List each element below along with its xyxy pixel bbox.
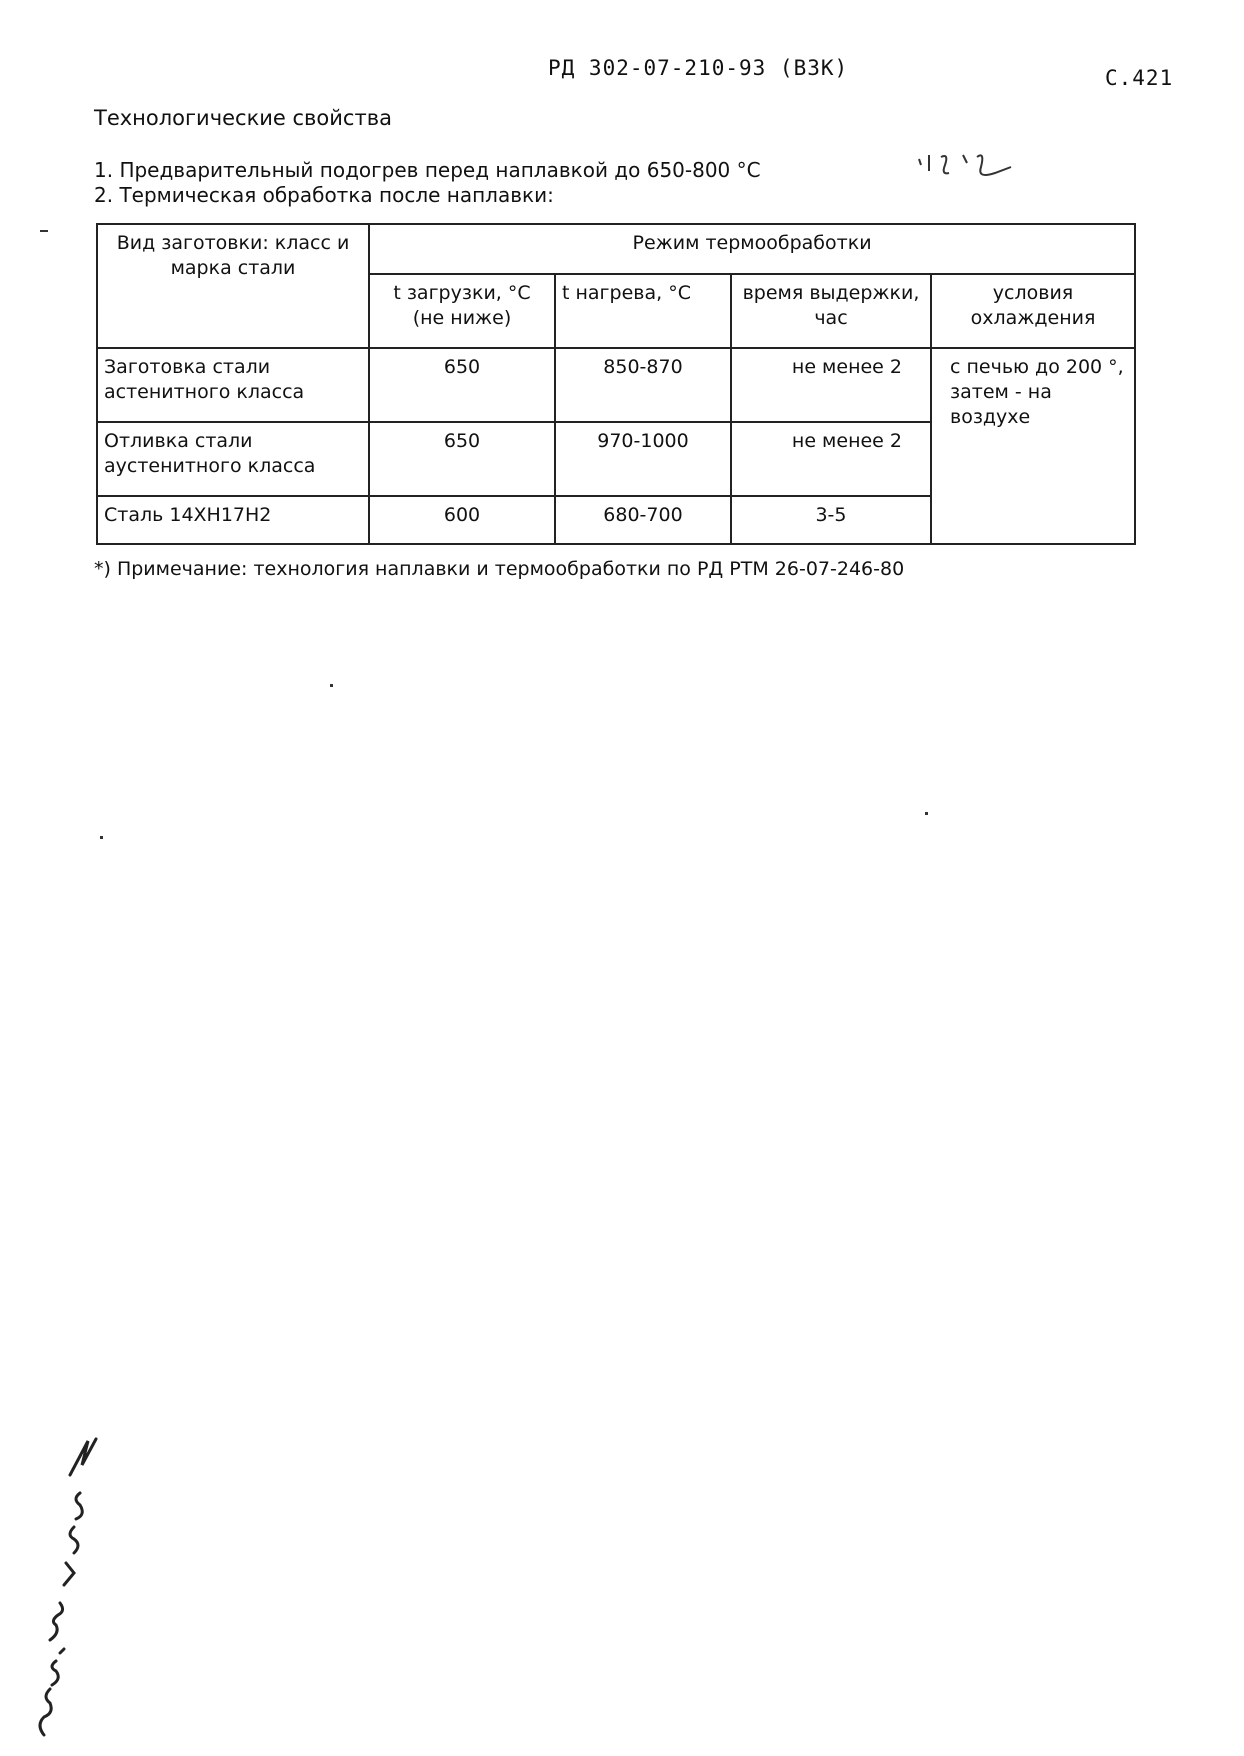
cell-t-heat: 680-700 <box>555 496 731 544</box>
handwritten-mark-icon <box>915 145 1025 195</box>
scan-speck <box>925 812 928 815</box>
list-item-preheat: 1. Предварительный подогрев перед наплавкой до 650-800 °С <box>94 158 761 182</box>
cell-t-load: 650 <box>369 348 555 422</box>
document-code: РД 302-07-210-93 (ВЗК) <box>548 56 849 80</box>
header-t-heat: t нагрева, °С <box>555 274 731 348</box>
header-material: Вид заготовки: класс и марка стали <box>97 224 369 348</box>
scan-speck <box>40 230 48 232</box>
heat-treatment-table <box>96 223 1136 545</box>
cell-t-load: 650 <box>369 422 555 496</box>
cell-material: Заготовка стали астенитного класса <box>97 348 369 422</box>
table-row <box>97 348 1135 422</box>
cell-cooling: с печью до 200 °, затем - на воздухе <box>931 348 1135 544</box>
footnote: *) Примечание: технология наплавки и термообработки по РД РТМ 26-07-246-80 <box>94 558 905 580</box>
section-title: Технологические свойства <box>94 106 392 130</box>
cell-material: Сталь 14ХН17Н2 <box>97 496 369 544</box>
header-t-load: t загрузки, °С (не ниже) <box>369 274 555 348</box>
cell-hold-time: не менее 2 <box>731 348 931 422</box>
scan-speck <box>100 836 103 839</box>
cell-t-load: 600 <box>369 496 555 544</box>
handwritten-signature-icon <box>30 1435 100 1740</box>
header-cooling: условия охлаждения <box>931 274 1135 348</box>
header-heat-mode: Режим термообработки <box>369 224 1135 274</box>
cell-t-heat: 850-870 <box>555 348 731 422</box>
table-header-row <box>97 224 1135 274</box>
cell-t-heat: 970-1000 <box>555 422 731 496</box>
cell-hold-time: не менее 2 <box>731 422 931 496</box>
cell-material: Отливка стали аустенитного класса <box>97 422 369 496</box>
scan-speck <box>330 684 333 687</box>
page-number: С.421 <box>1105 66 1174 90</box>
cell-hold-time: 3-5 <box>731 496 931 544</box>
list-item-heat-treatment: 2. Термическая обработка после наплавки: <box>94 183 554 207</box>
header-hold-time: время выдержки, час <box>731 274 931 348</box>
